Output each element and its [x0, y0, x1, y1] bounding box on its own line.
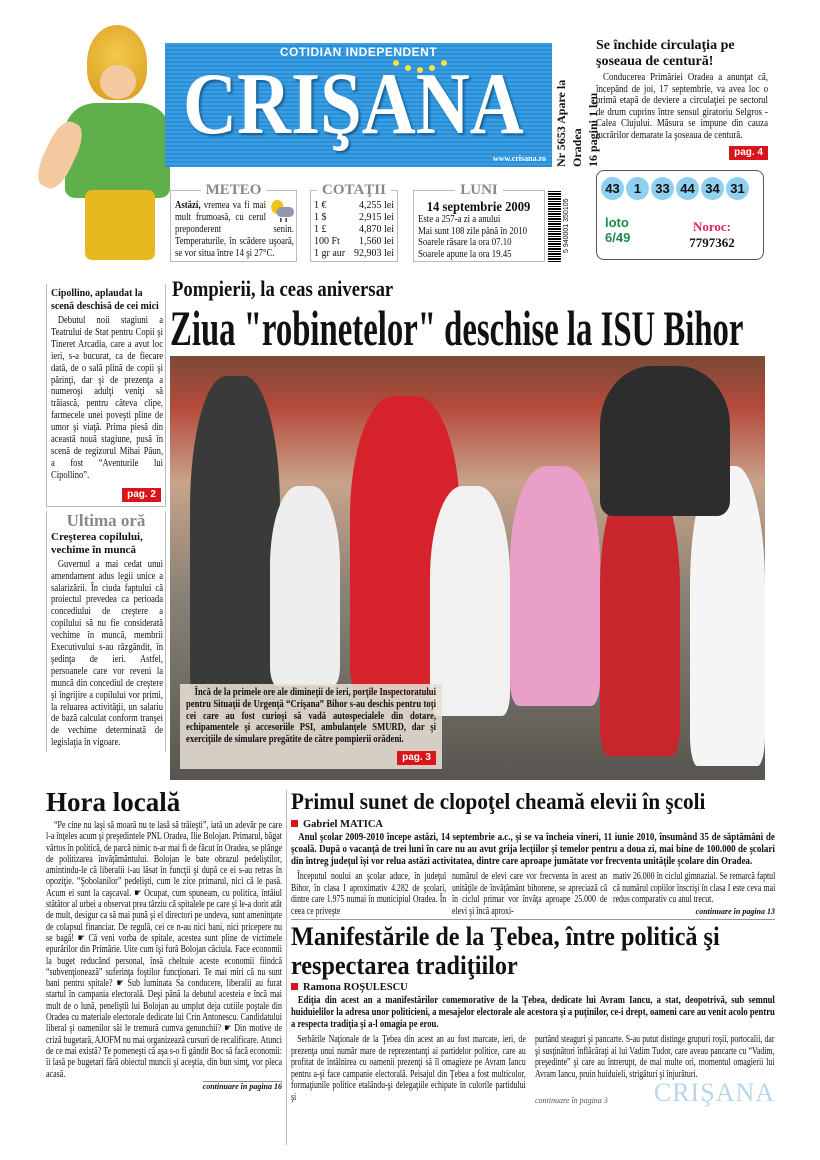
date-box: [413, 182, 545, 262]
school-lead: Anul şcolar 2009-2010 începe astăzi, 14 septembrie a.c., şi se va încheia vineri, 11 iunie 2010, însumând 35 de săptămâni de şcoală. După o vacanţă de trei luni în care nu au avut grija lecţiilor şi temelor pentru a doua zi, mai bine de 100.000 de şcolari din întreg judeţul îşi vor relua astăzi activitatea, dintre care aproape jumătate vor frecventa unităţile şcolare din Oradea.: [291, 832, 775, 867]
barcode: [548, 190, 561, 262]
loto-number: 33: [651, 177, 674, 200]
meteo-box: [170, 182, 297, 262]
bullet-icon: [291, 983, 298, 990]
sun-cloud-rain-icon: [268, 200, 294, 222]
article-title[interactable]: Cipollino, aplaudat la scenă deschisă de cei mici: [51, 287, 159, 312]
loto-number: 34: [701, 177, 724, 200]
loto-number: 43: [601, 177, 624, 200]
masthead-subtitle: COTIDIAN INDEPENDENT: [279, 45, 438, 59]
date-info-line: Este a 257-a zi a anului: [418, 214, 501, 225]
author: Ramona ROŞULESCU: [303, 982, 408, 993]
cotatii-title: COTAŢII: [317, 182, 391, 198]
crisana-watermark: CRIŞANA: [653, 1078, 775, 1107]
masthead: [165, 43, 552, 167]
loto-number: 44: [676, 177, 699, 200]
date: 14 septembrie 2009: [427, 200, 531, 215]
ultima-ora-box: [46, 511, 166, 753]
right-column: [291, 787, 775, 1106]
mascot-illustration: [45, 25, 180, 260]
school-col-1: Începutul noului an şcolar aduce, în judeţul Bihor, în clasa I aproximativ 4.282 de şcolari, dintre care 1.975 numai în municipiul Oradea. În ceea ce priveşte: [291, 871, 447, 917]
school-col-2: numărul de elevi care vor frecventa în acest an unităţile de învăţământ bihorene, se apreciază că în ciclul primar vor învăţa aproape 25.000 de elevi şi încă aproxi-: [452, 871, 608, 917]
article-text: Guvernul a mai cedat unui amendament adus legii unice a salarizării. În ciuda faptului că proiectul prevedea ca perioada concediului de creştere a copilului să nu fie considerată vechime în muncă, membrii Executivului s-au răzgândit, în şedinţa de ieri. Astfel, persoanele care vor reveni la muncă din concediul de creştere şi îngrijire a copilului vor primi, la reluarea activităţii, un salariu de bază calculat conform tranşei de vechime determinată de legislaţia în vigoare.: [51, 558, 164, 749]
issue-pages-price: 16 pagini 1 leu: [586, 92, 600, 167]
continued-link[interactable]: continuare în pagina 3: [535, 1096, 608, 1105]
rate: 4,255 lei: [359, 200, 394, 211]
exchange-rate-row: [314, 236, 394, 248]
barcode-digits: 5 940001 350105: [563, 198, 570, 254]
rate: 2,915 lei: [359, 212, 394, 223]
issue-number: Nr 5653 Apare la Oradea: [554, 79, 584, 167]
section-label: Ultima oră: [66, 510, 146, 530]
page-link[interactable]: pag. 3: [397, 751, 436, 765]
left-sidebar: [46, 284, 166, 752]
article-centura: [596, 38, 768, 160]
byline: [291, 981, 775, 994]
photo-caption: [180, 684, 442, 769]
currency: 1 gr aur: [314, 248, 346, 259]
rate: 1,560 lei: [359, 236, 394, 247]
noroc-number: 7797362: [689, 235, 735, 250]
cotatii-box: [310, 182, 398, 262]
caption-text: Încă de la primele ore ale dimineţii de ieri, porţile Inspectoratului pentru Situaţii de Urgenţă “Crişana” Bihor s-au deschis pentru toţi cei care au fost curioşi să vadă autospecialele din dotare, echipamentele şi accesoriile PSI, ambulanţele SMURD, dar şi exerciţiile de simulare pregătite de către pompierii orădeni.: [186, 687, 436, 746]
loto-logo: loto 6/49: [605, 215, 631, 245]
currency: 100 Ft: [314, 236, 340, 247]
date-info-line: Soarele apune la ora 19.45: [418, 248, 512, 260]
weekday-title: LUNI: [455, 182, 503, 198]
article-title[interactable]: Se închide circulaţia pe şoseaua de centură!: [596, 38, 735, 69]
currency: 1 $: [314, 212, 327, 223]
continued-link[interactable]: continuare în pagina 13: [695, 906, 775, 916]
exchange-rate-row: [314, 248, 394, 260]
page-link[interactable]: pag. 2: [122, 488, 161, 502]
hora-article: [46, 786, 282, 1092]
byline: [291, 818, 775, 831]
exchange-rate-row: [314, 212, 394, 224]
currency: 1 £: [314, 224, 327, 235]
date-info-line: Mai sunt 108 zile până în 2010: [418, 225, 528, 237]
author: Gabriel MATICA: [303, 819, 384, 830]
tebea-col-2: purtând steaguri şi pancarte. S-au putut distinge grupuri roşii, portocalii, dar şi susţinători înflăcăraţi ai lui Vadim Tudor, care aveau pancarte cu “Vadim, preşedinte” şi care au întrerupt, de mai multe ori, momentul omagierii lui Avram Iancu, pruin huiduieli, strigături şi înjurături.: [535, 1034, 775, 1080]
date-info-line: Soarele răsare la ora 07.10: [418, 237, 512, 248]
issue-info: [553, 45, 600, 167]
meteo-lead: Astăzi,: [175, 200, 201, 211]
loto-number: 31: [726, 177, 749, 200]
loto-number: 1: [626, 177, 649, 200]
school-title[interactable]: Primul sunet de clopoţel cheamă elevii în şcoli: [291, 789, 706, 814]
newspaper-logo: CRIŞANA: [183, 56, 524, 153]
meteo-text: vremea va fi mai mult frumoasă, cu cerul preponderent senin. Temperaturile, în scădere uşoară, se vor situa între 14 şi 27°C.: [175, 200, 294, 259]
rate: 4,870 lei: [359, 224, 394, 235]
school-col-3: mativ 26.000 în ciclul gimnazial. Se remarcă faptul că numărul copiilor înscrişi în clasa I este ceva mai redus comparativ cu anul trecut.: [613, 871, 776, 905]
article-text: Debutul noii stagiuni a Teatrului de Stat pentru Copii şi Tineret Arcadia, care a avut loc ieri, s-a bucurat, ca de fiecare dată, de o sală plină de copii şi părinţi, dar şi de prezenţa a numeroşi adulţi veniţi să trăiască, pentru câteva clipe, farmecele unei poveşti pline de umor şi viaţă. Prima piesă din această nouă stagiune, pusă în scenă de regizorul Mihai Păun, a fost “Aventurile lui Cipollino”.: [51, 315, 164, 481]
tebea-lead: Ediţia din acest an a manifestărilor comemorative de la Ţebea, dedicate lui Avram Iancu, a stat, deopotrivă, sub semnul huiduielilor la adresa unor politicieni, a mesajelor electorale ale acestora şi a puţinilor, ce-i drept, oameni care au venit acolo pentru a respecta tradiţia şi a-l omagia pe erou.: [291, 995, 775, 1030]
continued-link[interactable]: continuare în pagina 16: [202, 1081, 282, 1091]
hora-text: “Pe cine nu laşi să moară nu te lasă să trăieşti”, iată un adevăr pe care l-a înţeles acum şi preşedintele PNL Oradea, Ilie Bolojan. Primarul, băgat vârtos în politică, de parcă nimic n-ar mai fi de făcut în Oradea, se plânge de politizarea învăţământului. Bolojan le bate obrazul pedeliştilor, amintindu-le că liberalii i-au lăsat în funcţii şi după ce ei s-au retras în opoziţie. “Şobolanilor” pedelişti, cum le zice primarul, nici că le pasă. Acum ei sunt la caşcaval. ☛ Ocupat, cum spuneam, cu politica, întâiul stătător al urbei a observat prea târziu că spitalele pe care şi le-a dorit atât de mult, desigur ca să mai pună şi el directori pe undeva, sunt ameninţate de colapsul financiar. De regulă, cei ce n-au nici bani, nici pricepere nu se bagă! ☛ Că veni vorba de spitale, acestea sunt pline de victimele epurărilor din Primărie. Uite cum îşi fură Bolojan căciula. Face economii la buget reducând personal, însă cheltuie aceste economii fiindcă “subvenţionează” suferinţa foştilor funcţionari. Te mai miri că nu sunt bani pentru spitale? ☛ Sub luminata Sa conducere, liberalii au furat startul în campania electorală. Deşi până la debutul acesteia e încă mai mult de o lună, peneliştii lui Bolojan au umplut deja cutiile poştale din Oradea cu materiale electorale dedicate lui Crin Antonescu. Candidatului liberal şi oamenilor săi le tremură cumva genunchii? ☛ Din motive de criză bugetară, AJOFM nu mai organizează cursuri de recalificare. Atunci de ce mai există? Te pomeneşti că aşa s-o fi gândit Boc să facă economii: îi lasă pe bugetari fără obiectul muncii şi aceştia, din bun simţ, vor pleca acasă.: [46, 820, 282, 1080]
lead-headline[interactable]: Ziua "robinetelor" deschise la ISU Bihor: [170, 300, 744, 356]
hora-title[interactable]: Hora locală: [46, 787, 181, 817]
currency: 1 €: [314, 200, 327, 211]
lead-kicker: Pompierii, la ceas aniversar: [172, 276, 394, 301]
page-link[interactable]: pag. 4: [729, 146, 768, 160]
rate: 92,903 lei: [354, 248, 394, 259]
bullet-icon: [291, 820, 298, 827]
exchange-rate-row: [314, 224, 394, 236]
article-title[interactable]: Creşterea copilului, vechime în muncă: [51, 530, 143, 556]
article-cipollino: [46, 284, 166, 507]
website-url[interactable]: www.crisana.ro: [492, 154, 546, 163]
exchange-rate-row: [314, 200, 394, 212]
noroc-label: Noroc:: [692, 219, 732, 234]
loto-box: [596, 170, 764, 260]
tebea-col-1: Serbările Naţionale de la Ţebea din acest an au fost marcate, ieri, de prezenţa unui număr mare de reprezentanţi ai partidelor politice, care au profitat de întâlnirea cu oamenii prezenţi să îl omagieze pe Avram Iancu pentru a-şi face campanie electorală. Peisajul din Ţebea a fost multicolor, formaţiunile politice etalându-şi delegaţiile echipate în culorile partidului şi: [291, 1034, 526, 1103]
article-text: Conducerea Primăriei Oradea a anunţat că, începând de joi, 17 septembrie, va avea loc o primă etapă de deviere a circulaţiei pe sectorul de drum cuprins între sensul giratoriu Selgros - Calea Clujului. Măsura se impune din cauza lucrărilor demarate la şoseaua de centură.: [596, 72, 768, 141]
tebea-title[interactable]: Manifestările de la Ţebea, între politică şi respectarea tradiţiilor: [291, 922, 720, 980]
meteo-title: METEO: [201, 182, 267, 198]
